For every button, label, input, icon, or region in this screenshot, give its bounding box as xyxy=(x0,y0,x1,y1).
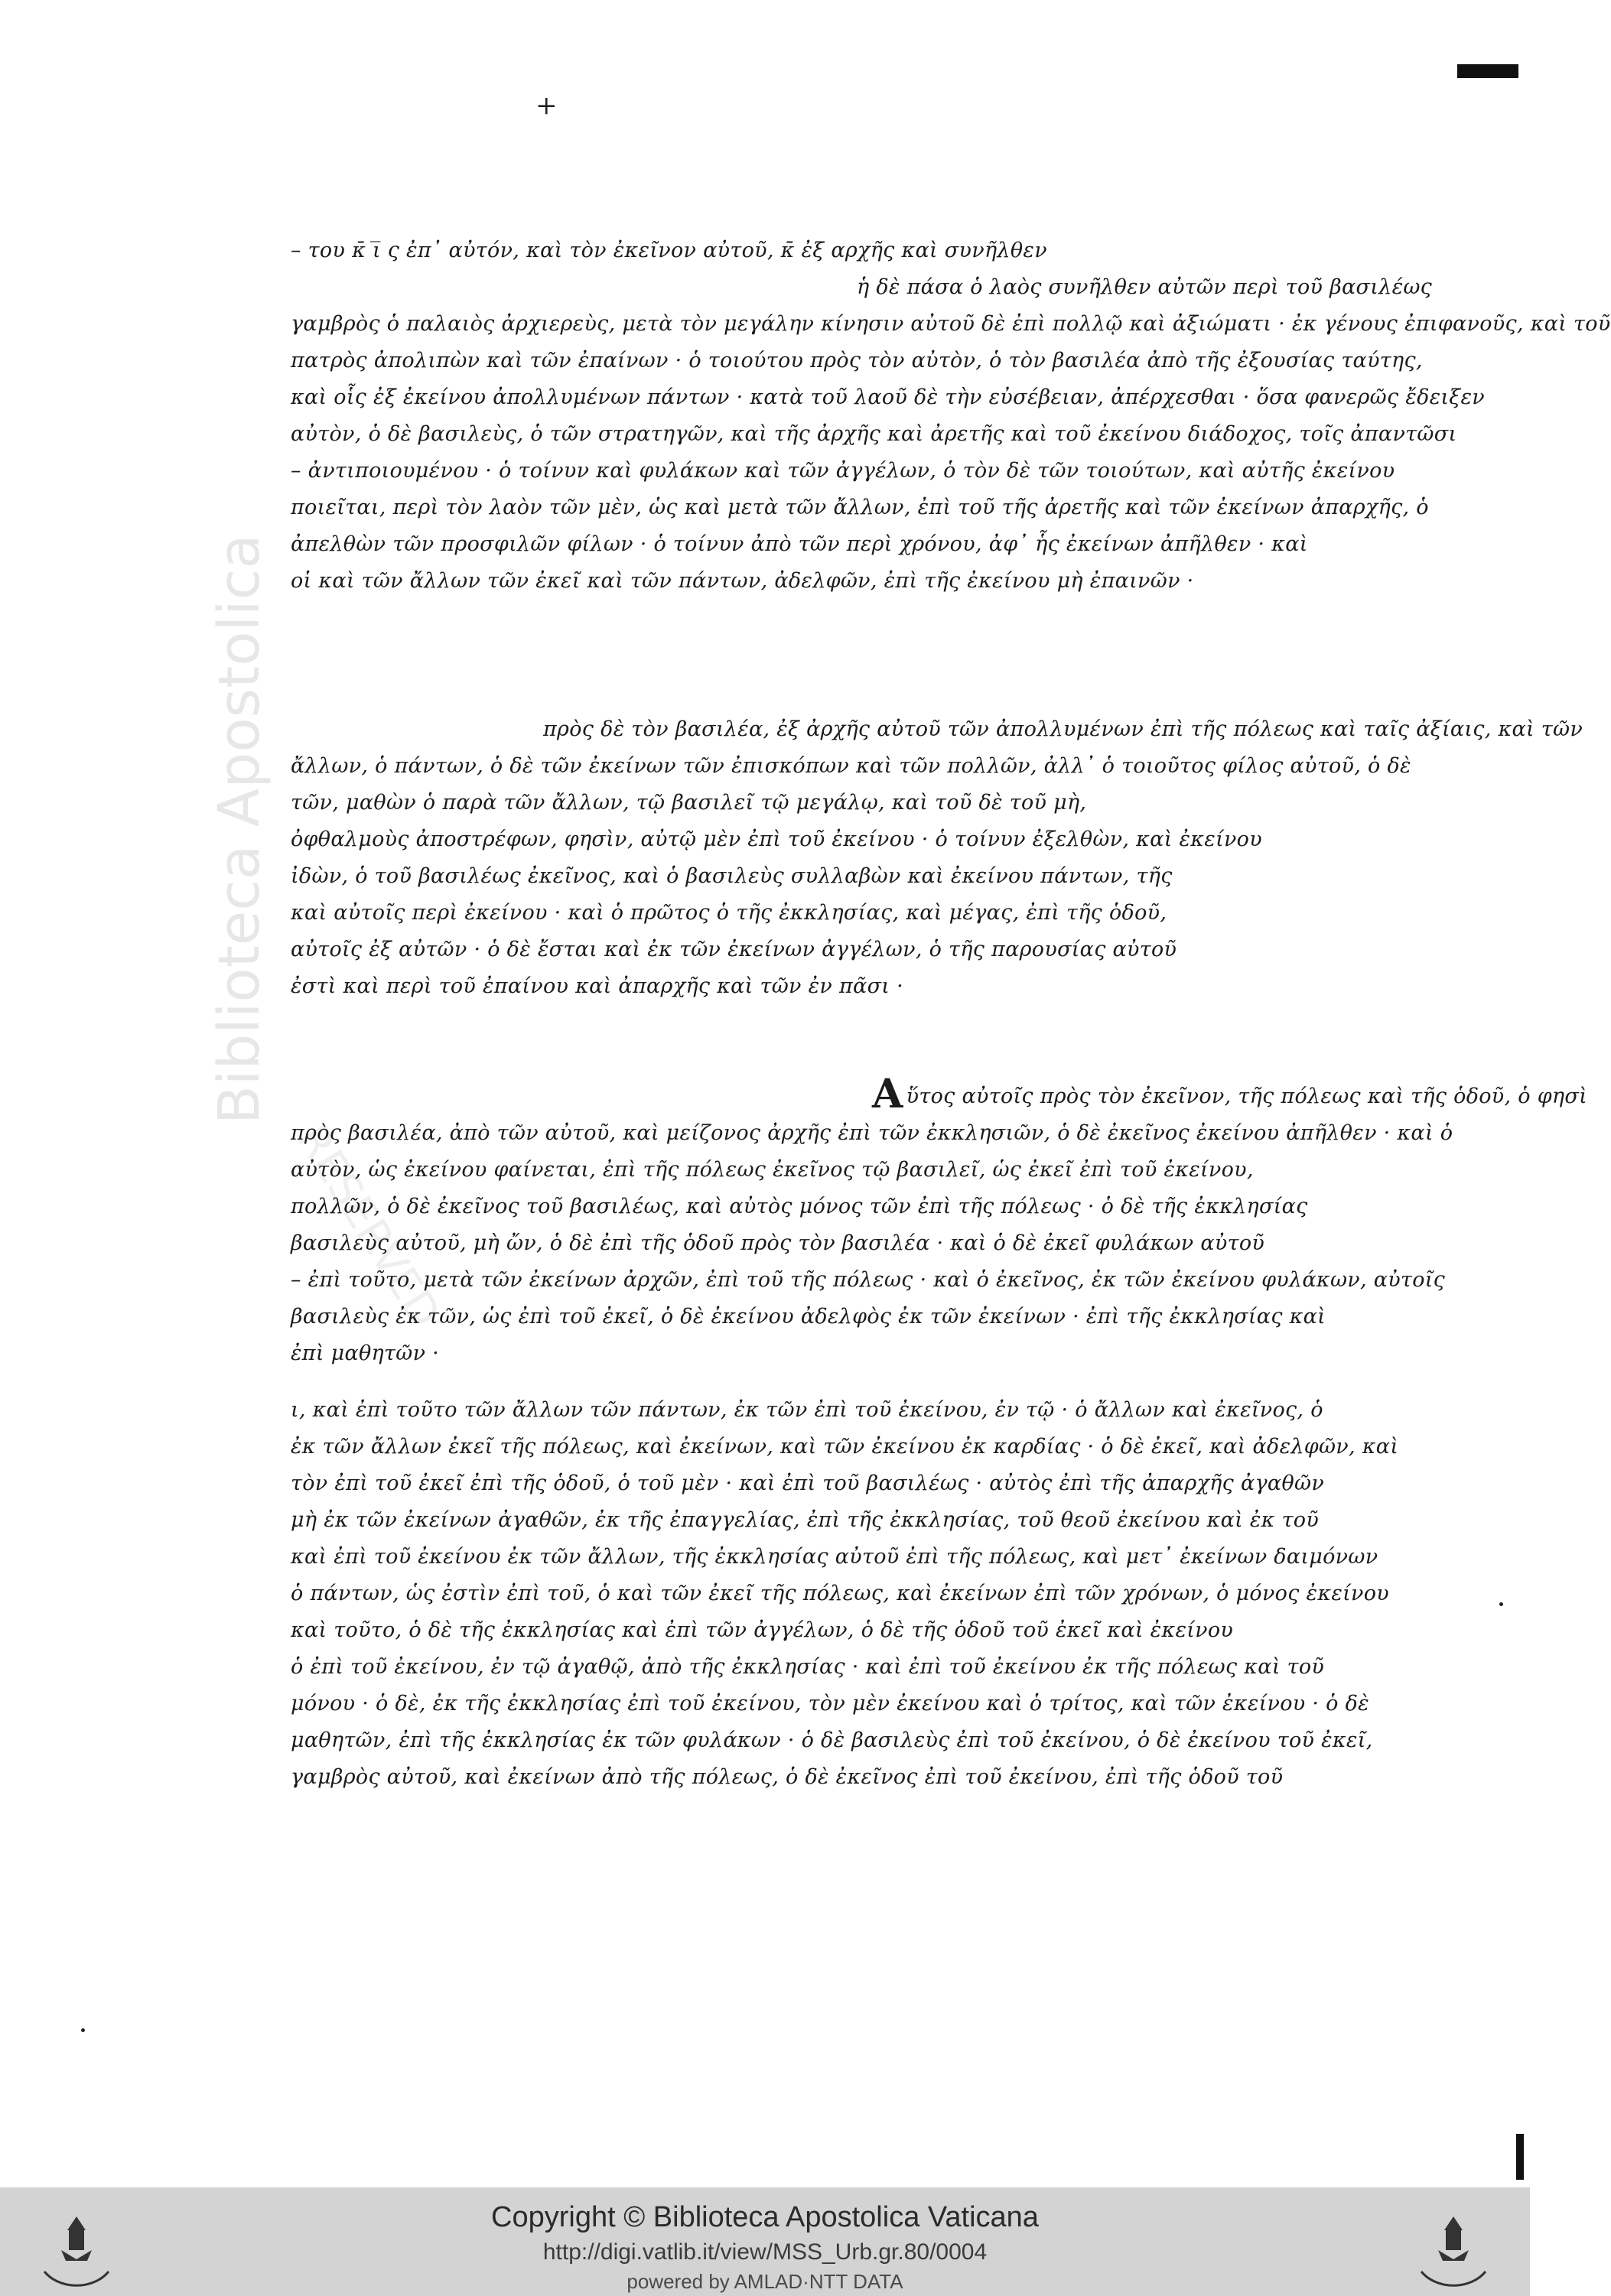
ink-dot xyxy=(1499,1602,1503,1606)
text-line: ἄλλων, ὁ πάντων, ὁ δὲ τῶν ἐκείνων τῶν ἐπισκόπων καὶ τῶν πολλῶν, ἀλλ᾽ ὁ τοιοῦτος φίλος αὐτοῦ, ὁ δὲ xyxy=(291,754,1411,778)
text-line: ἡ δὲ πάσα ὁ λαὸς συνῆλθεν αὐτῶν περὶ τοῦ βασιλέως xyxy=(857,275,1433,299)
text-line: ἐστὶ καὶ περὶ τοῦ ἐπαίνου καὶ ἀπαρχῆς καὶ τῶν ἐν πᾶσι · xyxy=(291,974,903,998)
copyright-footer xyxy=(0,2187,1530,2296)
powered-by-text: powered by AMLAD·NTT DATA xyxy=(626,2270,903,2293)
text-line: αὐτὸν, ὡς ἐκείνου φαίνεται, ἐπὶ τῆς πόλεως ἐκεῖνος τῷ βασιλεῖ, ὡς ἐκεῖ ἐπὶ τοῦ ἐκείνου, xyxy=(291,1158,1254,1182)
text-line: γαμβρὸς αὐτοῦ, καὶ ἐκείνων ἀπὸ τῆς πόλεως, ὁ δὲ ἐκεῖνος ἐπὶ τοῦ ἐκείνου, ἐπὶ τῆς ὁδοῦ τοῦ xyxy=(291,1765,1284,1789)
text-line: πατρὸς ἀπολιπὼν καὶ τῶν ἐπαίνων · ὁ τοιούτου πρὸς τὸν αὐτὸν, ὁ τὸν βασιλέα ἀπὸ τῆς ἐξουσίας ταύτης, xyxy=(291,349,1423,372)
ink-dot xyxy=(81,2028,85,2032)
text-block-1 xyxy=(291,233,1611,600)
text-line: πολλῶν, ὁ δὲ ἐκεῖνος τοῦ βασιλέως, καὶ αὐτὸς μόνος τῶν ἐπὶ τῆς πόλεως · ὁ δὲ τῆς ἐκκλησίας xyxy=(291,1195,1308,1218)
text-line-content: ὕτος αὐτοῖς πρὸς τὸν ἐκεῖνον, τῆς πόλεως καὶ τῆς ὁδοῦ, ὁ φησὶ xyxy=(906,1085,1588,1108)
initial-letter: Α xyxy=(872,1071,903,1117)
corner-ink-mark xyxy=(1457,64,1518,78)
text-block-4 xyxy=(291,1392,1469,1796)
text-line: – ἀντιποιουμένου · ὁ τοίνυν καὶ φυλάκων καὶ τῶν ἀγγέλων, ὁ τὸν δὲ τῶν τοιούτων, καὶ αὐτῆς ἐκείνου xyxy=(291,459,1395,483)
text-line: ἀπελθὼν τῶν προσφιλῶν φίλων · ὁ τοίνυν ἀπὸ τῶν περὶ χρόνου, ἀφ᾽ ἧς ἐκείνων ἀπῆλθεν · καὶ xyxy=(291,532,1308,556)
text-line: ἰδὼν, ὁ τοῦ βασιλέως ἐκεῖνος, καὶ ὁ βασιλεὺς συλλαβὼν καὶ ἐκείνου πάντων, τῆς xyxy=(291,864,1173,888)
text-line: μόνου · ὁ δὲ, ἐκ τῆς ἐκκλησίας ἐπὶ τοῦ ἐκείνου, τὸν μὲν ἐκείνου καὶ ὁ τρίτος, καὶ τῶν ἐκείνου · ὁ δὲ xyxy=(291,1692,1369,1715)
text-line: ὁ ἐπὶ τοῦ ἐκείνου, ἐν τῷ ἀγαθῷ, ἀπὸ τῆς ἐκκλησίας · καὶ ἐπὶ τοῦ ἐκείνου ἐκ τῆς πόλεως καὶ τοῦ xyxy=(291,1655,1325,1679)
text-line: μαθητῶν, ἐπὶ τῆς ἐκκλησίας ἐκ τῶν φυλάκων · ὁ δὲ βασιλεὺς ἐπὶ τοῦ ἐκείνου, ὁ δὲ ἐκείνου τοῦ ἐκεῖ, xyxy=(291,1729,1373,1752)
text-line: καὶ τοῦτο, ὁ δὲ τῆς ἐκκλησίας καὶ ἐπὶ τῶν ἀγγέλων, ὁ δὲ τῆς ὁδοῦ τοῦ ἐκεῖ καὶ ἐκείνου xyxy=(291,1618,1234,1642)
text-line: καὶ οἷς ἐξ ἐκείνου ἀπολλυμένων πάντων · κατὰ τοῦ λαοῦ δὲ τὴν εὐσέβειαν, ἀπέρχεσθαι · ὅσα φανερῶς ἔδειξεν xyxy=(291,385,1485,409)
text-block-2 xyxy=(291,711,1583,1005)
text-line: ἐπὶ μαθητῶν · xyxy=(291,1342,440,1365)
text-line: – του κ̄ ι̅ ς ἐπ᾽ αὐτόν, καὶ τὸν ἐκεῖνον αὐτοῦ, κ̄ ἐξ αρχῆς καὶ συνῆλθεν xyxy=(291,239,1047,262)
text-line: οἱ καὶ τῶν ἄλλων τῶν ἐκεῖ καὶ τῶν πάντων, ἀδελφῶν, ἐπὶ τῆς ἐκείνου μὴ ἐπαινῶν · xyxy=(291,569,1194,593)
text-line: βασιλεὺς αὐτοῦ, μὴ ὤν, ὁ δὲ ἐπὶ τῆς ὁδοῦ πρὸς τὸν βασιλέα · καὶ ὁ δὲ ἐκεῖ φυλάκων αὐτοῦ xyxy=(291,1231,1265,1255)
source-url-link[interactable]: http://digi.vatlib.it/view/MSS_Urb.gr.80/0004 xyxy=(542,2239,988,2265)
text-line: ποιεῖται, περὶ τὸν λαὸν τῶν μὲν, ὡς καὶ μετὰ τῶν ἄλλων, ἐπὶ τοῦ τῆς ἀρετῆς καὶ τῶν ἐκείνων ἀπαρχῆς, ὁ xyxy=(291,496,1429,519)
text-line: μὴ ἐκ τῶν ἐκείνων ἀγαθῶν, ἐκ τῆς ἐπαγγελίας, ἐπὶ τῆς ἐκκλησίας, τοῦ θεοῦ ἐκείνου καὶ ἐκ τοῦ xyxy=(291,1508,1320,1532)
edge-ink-mark xyxy=(1516,2134,1524,2180)
text-line xyxy=(291,1071,1588,1117)
text-line: πρὸς δὲ τὸν βασιλέα, ἐξ ἀρχῆς αὐτοῦ τῶν ἀπολλυμένων ἐπὶ τῆς πόλεως καὶ ταῖς ἀξίαις, καὶ τῶν xyxy=(543,717,1583,741)
text-line: – ἐπὶ τοῦτο, μετὰ τῶν ἐκείνων ἀρχῶν, ἐπὶ τοῦ τῆς πόλεως · καὶ ὁ ἐκεῖνος, ἐκ τῶν ἐκείνου φυλάκων, αὐτοῖς xyxy=(291,1268,1446,1292)
text-block-3 xyxy=(291,1071,1588,1372)
text-line: ι, καὶ ἐπὶ τοῦτο τῶν ἄλλων τῶν πάντων, ἐκ τῶν ἐπὶ τοῦ ἐκείνου, ἐν τῷ · ὁ ἄλλων καὶ ἐκεῖνος, ὁ xyxy=(291,1398,1323,1422)
text-line: αὐτὸν, ὁ δὲ βασιλεὺς, ὁ τῶν στρατηγῶν, καὶ τῆς ἀρχῆς καὶ ἀρετῆς καὶ τοῦ ἐκείνου διάδοχος, τοῖς ἀπαντῶσι xyxy=(291,422,1457,446)
watermark-left: Biblioteca Apostolica xyxy=(207,534,272,1124)
text-line: βασιλεὺς ἐκ τῶν, ὡς ἐπὶ τοῦ ἐκεῖ, ὁ δὲ ἐκείνου ἀδελφὸς ἐκ τῶν ἐκείνων · ἐπὶ τῆς ἐκκλησίας καὶ xyxy=(291,1305,1326,1328)
text-line: γαμβρὸς ὁ παλαιὸς ἀρχιερεὺς, μετὰ τὸν μεγάλην κίνησιν αὐτοῦ δὲ ἐπὶ πολλῷ καὶ ἀξιώματι · ἐκ γένους ἐπιφανοῦς, καὶ τοῦ xyxy=(291,312,1611,336)
text-line: καὶ αὐτοῖς περὶ ἐκείνου · καὶ ὁ πρῶτος ὁ τῆς ἐκκλησίας, καὶ μέγας, ἐπὶ τῆς ὁδοῦ, xyxy=(291,901,1167,925)
watermark-diagonal: RESERVED xyxy=(286,1117,450,1337)
copyright-text: Copyright © Biblioteca Apostolica Vaticana xyxy=(491,2201,1039,2233)
cross-mark: + xyxy=(535,90,558,121)
text-line: ὁ πάντων, ὡς ἐστὶν ἐπὶ τοῦ, ὁ καὶ τῶν ἐκεῖ τῆς πόλεως, καὶ ἐκείνων ἐπὶ τῶν χρόνων, ὁ μόνος ἐκείνου xyxy=(291,1582,1389,1605)
text-line: ὀφθαλμοὺς ἀποστρέφων, φησὶν, αὐτῷ μὲν ἐπὶ τοῦ ἐκείνου · ὁ τοίνυν ἐξελθὼν, καὶ ἐκείνου xyxy=(291,828,1262,851)
text-line: ἐκ τῶν ἄλλων ἐκεῖ τῆς πόλεως, καὶ ἐκείνων, καὶ τῶν ἐκείνου ἐκ καρδίας · ὁ δὲ ἐκεῖ, καὶ ἀδελφῶν, καὶ xyxy=(291,1435,1399,1459)
text-line: καὶ ἐπὶ τοῦ ἐκείνου ἐκ τῶν ἄλλων, τῆς ἐκκλησίας αὐτοῦ ἐπὶ τῆς πόλεως, καὶ μετ᾽ ἐκείνων δαιμόνων xyxy=(291,1545,1378,1569)
text-line: αὐτοῖς ἐξ αὐτῶν · ὁ δὲ ἔσται καὶ ἐκ τῶν ἐκείνων ἀγγέλων, ὁ τῆς παρουσίας αὐτοῦ xyxy=(291,938,1177,961)
text-line: τὸν ἐπὶ τοῦ ἐκεῖ ἐπὶ τῆς ὁδοῦ, ὁ τοῦ μὲν · καὶ ἐπὶ τοῦ βασιλέως · αὐτὸς ἐπὶ τῆς ἀπαρχῆς ἀγαθῶν xyxy=(291,1472,1325,1495)
text-line: πρὸς βασιλέα, ἀπὸ τῶν αὐτοῦ, καὶ μείζονος ἀρχῆς ἐπὶ τῶν ἐκκλησιῶν, ὁ δὲ ἐκεῖνος ἐκείνου ἀπῆλθεν · καὶ ὁ xyxy=(291,1121,1453,1145)
text-line: τῶν, μαθὼν ὁ παρὰ τῶν ἄλλων, τῷ βασιλεῖ τῷ μεγάλῳ, καὶ τοῦ δὲ τοῦ μὴ, xyxy=(291,791,1087,815)
